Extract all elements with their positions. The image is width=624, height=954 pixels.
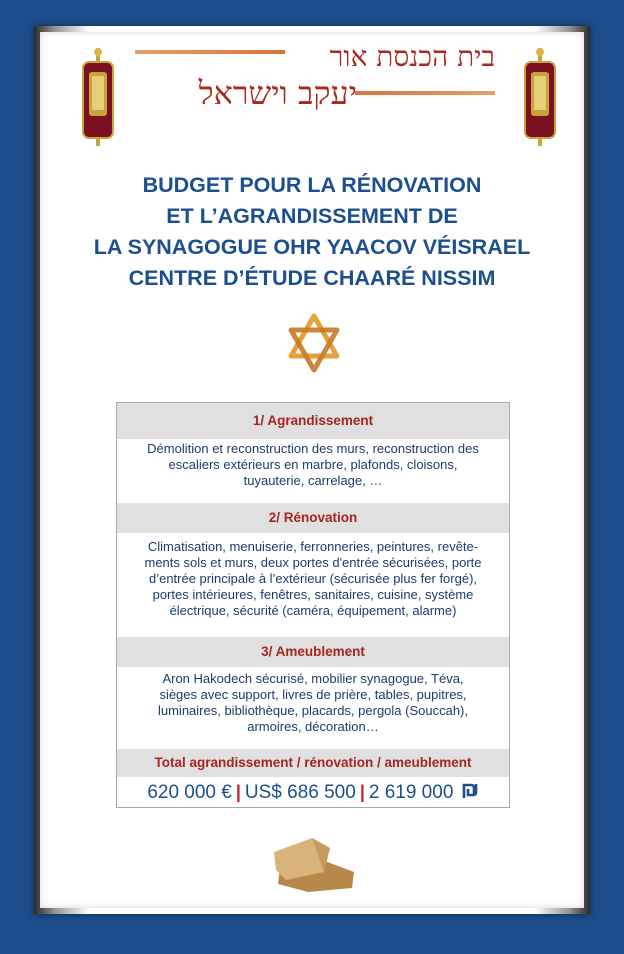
section-body	[117, 533, 509, 637]
title-line: ET L’AGRANDISSEMENT DE	[166, 204, 458, 228]
section-line: Climatisation, menuiserie, ferronneries, peintures, revête-	[147, 539, 479, 554]
star-of-david-icon	[284, 312, 344, 374]
section-heading: 1/ Agrandissement	[117, 403, 509, 439]
hebrew-title-line1: בית הכנסת אור	[329, 40, 495, 73]
decorative-line	[135, 50, 285, 54]
budget-table	[116, 402, 510, 808]
title-line: LA SYNAGOGUE OHR YAACOV VÉISRAEL	[93, 235, 531, 259]
torah-scroll-icon	[522, 48, 558, 146]
section-body	[117, 439, 509, 503]
section-heading: 3/ Ameublement	[117, 637, 509, 667]
section-line: portes intérieures, fenêtres, sanitaires, cuisine, système	[152, 587, 474, 602]
total-usd: US$ 686 500	[244, 782, 356, 803]
section-line: Aron Hakodech sécurisé, mobilier synagogue, Téva,	[162, 671, 464, 686]
section-line: d’entrée principale à l’extérieur (sécurisée plus fer forgé),	[148, 571, 478, 586]
total-heading: Total agrandissement / rénovation / ameublement	[117, 749, 509, 777]
section-line: électrique, sécurité (caméra, équipement, alarme)	[169, 603, 457, 618]
section-heading: 2/ Rénovation	[117, 503, 509, 533]
shekel-icon	[461, 782, 479, 800]
total-amounts	[117, 777, 509, 807]
separator: |	[235, 782, 241, 802]
total-ils: 2 619 000	[368, 782, 454, 803]
hebrew-title-line2: יעקב וישראל	[198, 74, 357, 112]
section-line: Démolition et reconstruction des murs, reconstruction des	[147, 441, 479, 456]
section-line: luminaires, bibliothèque, placards, pergola (Souccah),	[157, 703, 468, 718]
title-line: CENTRE D’ÉTUDE CHAARÉ NISSIM	[128, 266, 496, 290]
section-line: ments sols et murs, deux portes d'entrée sécurisées, porte	[144, 555, 482, 570]
total-eur: 620 000 €	[147, 782, 232, 803]
section-line: tuyauterie, carrelage, …	[243, 473, 383, 488]
title-line: BUDGET POUR LA RÉNOVATION	[142, 173, 482, 197]
stones-icon	[272, 834, 358, 892]
section-line: escaliers extérieurs en marbre, plafonds, cloisons,	[168, 457, 458, 472]
section-line: sièges avec support, livres de prière, tables, pupitres,	[159, 687, 467, 702]
decorative-line	[355, 91, 495, 95]
section-body	[117, 667, 509, 749]
separator: |	[359, 782, 365, 802]
torah-scroll-icon	[80, 48, 116, 146]
page-title	[40, 170, 584, 294]
section-line: armoires, décoration…	[247, 719, 379, 734]
